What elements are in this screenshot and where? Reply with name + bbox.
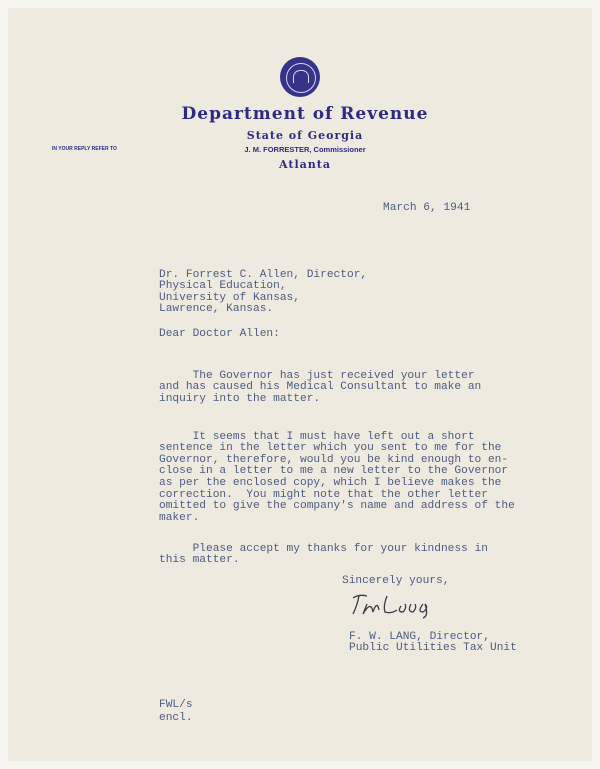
paragraph-3 bbox=[159, 532, 488, 578]
text-line: as per the enclosed copy, which I believe makes the bbox=[159, 476, 502, 489]
text-line: correction. You might note that the other letter bbox=[159, 488, 488, 501]
text-line: inquiry into the matter. bbox=[159, 392, 321, 405]
typist-initials: FWL/s bbox=[159, 698, 193, 711]
paragraph-1 bbox=[159, 359, 481, 417]
text-line: omitted to give the company's name and address of the bbox=[159, 500, 515, 513]
text-line: maker. bbox=[159, 511, 200, 524]
enclosure-note: encl. bbox=[159, 712, 193, 725]
state-seal bbox=[280, 57, 320, 97]
recipient-address bbox=[159, 258, 367, 328]
department-title: Department of Revenue bbox=[181, 104, 429, 124]
paragraph-2 bbox=[159, 420, 515, 536]
text-line: sentence in the letter which you sent to me for the bbox=[159, 442, 502, 455]
address-line: Lawrence, Kansas. bbox=[159, 303, 274, 316]
text-line: Governor, therefore, would you be kind enough to en- bbox=[159, 453, 509, 466]
reply-refer-label: IN YOUR REPLY REFER TO bbox=[52, 146, 117, 152]
salutation: Dear Doctor Allen: bbox=[159, 328, 280, 340]
address-line: Physical Education, bbox=[159, 280, 287, 293]
signer-title: Public Utilities Tax Unit bbox=[349, 642, 517, 655]
text-line: The Governor has just received your letter bbox=[159, 369, 475, 382]
text-line: Please accept my thanks for your kindness in bbox=[159, 542, 488, 555]
letter-date: March 6, 1941 bbox=[383, 202, 471, 214]
signer-name: F. W. LANG, Director, bbox=[349, 630, 490, 643]
text-line: and has caused his Medical Consultant to make an bbox=[159, 381, 482, 394]
address-line: University of Kansas, bbox=[159, 291, 300, 304]
text-line: close in a letter to me a new letter to the Governor bbox=[159, 465, 509, 478]
text-line: this matter. bbox=[159, 554, 240, 567]
handwritten-signature bbox=[345, 590, 455, 620]
state-name: State of Georgia bbox=[246, 129, 364, 142]
signer-block bbox=[349, 620, 517, 666]
text-line: It seems that I must have left out a short bbox=[159, 430, 475, 443]
city-name: Atlanta bbox=[279, 158, 331, 171]
closing: Sincerely yours, bbox=[342, 575, 450, 587]
address-line: Dr. Forrest C. Allen, Director, bbox=[159, 268, 368, 281]
reference-initials bbox=[159, 688, 193, 736]
commissioner-line: J. M. FORRESTER, Commissioner bbox=[244, 145, 366, 154]
